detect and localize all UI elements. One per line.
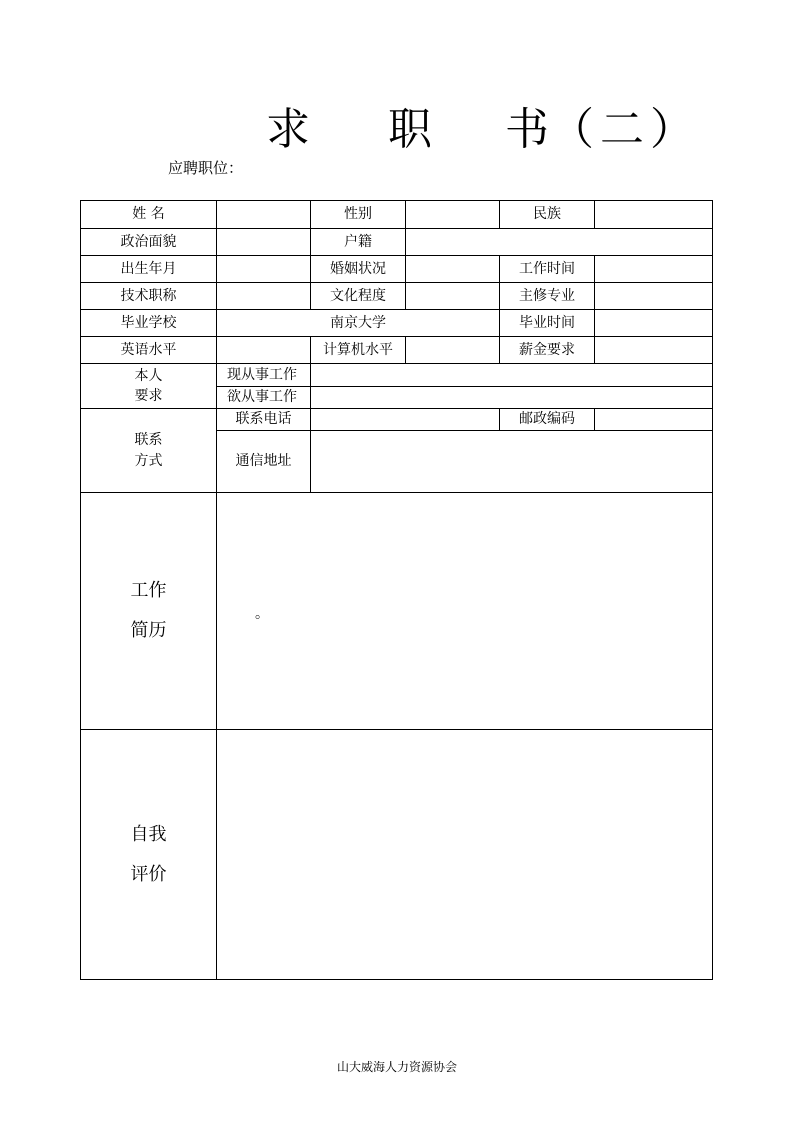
education-label: 文化程度 — [311, 283, 406, 310]
name-label: 姓 名 — [81, 201, 217, 229]
footer-organization: 山大威海人力资源协会 — [336, 1060, 457, 1074]
work-history-field[interactable] — [217, 493, 713, 730]
ethnicity-label: 民族 — [500, 201, 595, 229]
position-applied-label: 应聘职位： — [168, 159, 244, 177]
requirements-label-line-2: 要求 — [134, 388, 163, 404]
political-status-label: 政治面貌 — [81, 229, 217, 256]
salary-label: 薪金要求 — [500, 337, 595, 364]
desired-job-field[interactable] — [311, 387, 713, 409]
work-time-field[interactable] — [595, 256, 713, 283]
desired-job-label: 欲从事工作 — [217, 387, 311, 409]
tech-title-label: 技术职称 — [81, 283, 217, 310]
birth-date-field[interactable] — [217, 256, 311, 283]
title-char-3: 书 — [505, 104, 549, 155]
address-label: 通信地址 — [217, 431, 311, 493]
graduation-time-field[interactable] — [595, 310, 713, 337]
self-evaluation-label-line-2: 评价 — [130, 863, 167, 885]
resume-form-table — [80, 200, 713, 980]
self-evaluation-field[interactable] — [217, 730, 713, 980]
ethnicity-field[interactable] — [595, 201, 713, 229]
hukou-field[interactable] — [406, 229, 713, 256]
title-char-4: （ — [550, 104, 594, 155]
salary-field[interactable] — [595, 337, 713, 364]
major-field[interactable] — [595, 283, 713, 310]
title-char-1: 求 — [266, 104, 310, 155]
current-job-label: 现从事工作 — [217, 364, 311, 387]
english-level-label: 英语水平 — [81, 337, 217, 364]
hukou-label: 户籍 — [311, 229, 406, 256]
english-level-field[interactable] — [217, 337, 311, 364]
graduation-time-label: 毕业时间 — [500, 310, 595, 337]
contact-label — [81, 409, 217, 493]
school-label: 毕业学校 — [81, 310, 217, 337]
self-evaluation-label-line-1: 自我 — [130, 823, 167, 845]
marital-status-label: 婚姻状况 — [311, 256, 406, 283]
requirements-label — [81, 364, 217, 409]
gender-field[interactable] — [406, 201, 500, 229]
postcode-label: 邮政编码 — [500, 409, 595, 431]
political-status-field[interactable] — [217, 229, 311, 256]
school-field[interactable]: 南京大学 — [217, 310, 500, 337]
work-history-label — [81, 493, 217, 730]
work-history-mark: 。 — [255, 606, 269, 622]
title-char-6: ） — [650, 104, 694, 155]
work-history-label-line-2: 简历 — [130, 620, 167, 641]
tech-title-field[interactable] — [217, 283, 311, 310]
address-field[interactable] — [311, 431, 713, 493]
title-char-2: 职 — [388, 104, 432, 155]
contact-label-line-2: 方式 — [134, 452, 163, 469]
name-field[interactable] — [217, 201, 311, 229]
education-field[interactable] — [406, 283, 500, 310]
computer-level-field[interactable] — [406, 337, 500, 364]
major-label: 主修专业 — [500, 283, 595, 310]
marital-status-field[interactable] — [406, 256, 500, 283]
work-history-label-line-1: 工作 — [130, 580, 167, 602]
title-char-5: 二 — [600, 104, 644, 155]
phone-label: 联系电话 — [217, 409, 311, 431]
postcode-field[interactable] — [595, 409, 713, 431]
phone-field[interactable] — [311, 409, 500, 431]
birth-date-label: 出生年月 — [81, 256, 217, 283]
work-time-label: 工作时间 — [500, 256, 595, 283]
contact-label-line-1: 联系 — [134, 432, 163, 449]
document-title — [0, 100, 794, 160]
gender-label: 性别 — [311, 201, 406, 229]
self-evaluation-label — [81, 730, 217, 980]
requirements-label-line-1: 本人 — [134, 367, 163, 384]
current-job-field[interactable] — [311, 364, 713, 387]
computer-level-label: 计算机水平 — [311, 337, 406, 364]
